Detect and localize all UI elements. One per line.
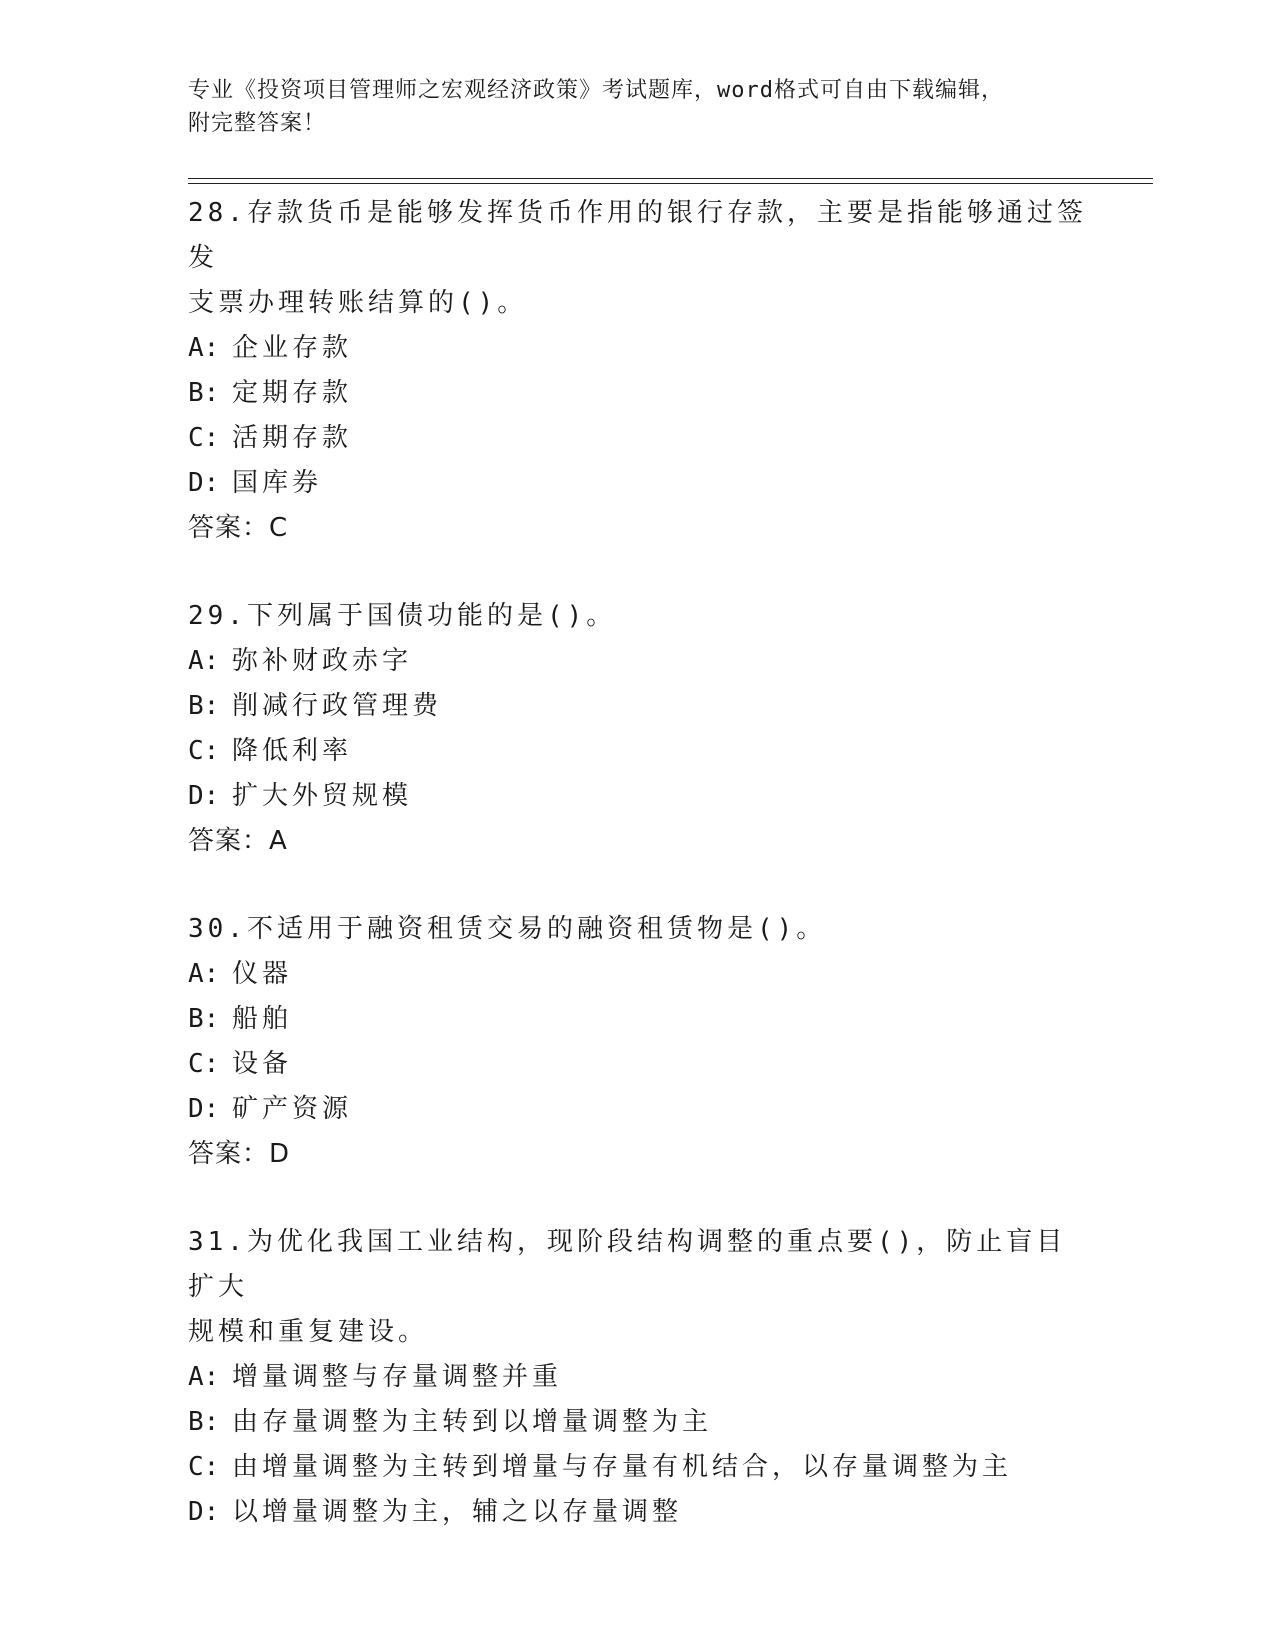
option-text: 由存量调整为主转到以增量调整为主 (232, 1407, 713, 1437)
option-text: 降低利率 (232, 736, 353, 766)
option-key: D: (188, 1497, 220, 1527)
option-d (188, 1490, 1088, 1535)
answer-line: 答案：C (188, 513, 289, 543)
option-b (188, 371, 1088, 416)
option-b (188, 1400, 1088, 1445)
option-text: 定期存款 (232, 378, 353, 408)
document-header (188, 74, 1088, 140)
option-text: 矿产资源 (232, 1094, 353, 1124)
option-key: D: (188, 781, 220, 811)
question-stem-line: 支票办理转账结算的()。 (188, 288, 528, 318)
option-text: 设备 (232, 1049, 293, 1079)
answer-line: 答案：A (188, 826, 288, 856)
question-stem (188, 594, 1088, 639)
option-key: A: (188, 1362, 220, 1392)
option-key: A: (188, 959, 220, 989)
option-key: D: (188, 1094, 220, 1124)
option-key: C: (188, 1049, 220, 1079)
option-a (188, 952, 1088, 997)
option-a (188, 639, 1088, 684)
question-stem (188, 907, 1088, 952)
header-line-2: 附完整答案！ (188, 111, 327, 136)
option-text: 增量调整与存量调整并重 (232, 1362, 563, 1392)
option-c (188, 729, 1088, 774)
question-29 (188, 594, 1088, 864)
question-stem (188, 1220, 1088, 1355)
option-text: 活期存款 (232, 423, 353, 453)
option-text: 企业存款 (232, 333, 353, 363)
option-b (188, 684, 1088, 729)
question-stem-line: 31.为优化我国工业结构，现阶段结构调整的重点要()，防止盲目扩大 (188, 1227, 1067, 1302)
option-key: C: (188, 736, 220, 766)
option-key: B: (188, 1407, 220, 1437)
question-31 (188, 1220, 1088, 1535)
header-rule-top (188, 178, 1153, 179)
option-c (188, 416, 1088, 461)
option-key: C: (188, 423, 220, 453)
option-key: A: (188, 646, 220, 676)
question-28 (188, 191, 1088, 551)
option-text: 削减行政管理费 (232, 691, 443, 721)
option-key: B: (188, 1004, 220, 1034)
option-key: A: (188, 333, 220, 363)
option-b (188, 997, 1088, 1042)
option-key: B: (188, 691, 220, 721)
question-stem-line: 28.存款货币是能够发挥货币作用的银行存款，主要是指能够通过签发 (188, 198, 1087, 273)
option-a (188, 326, 1088, 371)
option-text: 国库券 (232, 468, 323, 498)
question-list (188, 191, 1088, 1578)
option-text: 以增量调整为主，辅之以存量调整 (232, 1497, 683, 1527)
question-30 (188, 907, 1088, 1177)
question-stem-line: 规模和重复建设。 (188, 1317, 429, 1347)
question-stem-line: 29.下列属于国债功能的是()。 (188, 601, 617, 631)
option-key: C: (188, 1452, 220, 1482)
option-c (188, 1042, 1088, 1087)
option-d (188, 774, 1088, 819)
option-text: 船舶 (232, 1004, 293, 1034)
option-text: 仪器 (232, 959, 293, 989)
header-line-1: 专业《投资项目管理师之宏观经济政策》考试题库，word格式可自由下载编辑， (188, 78, 1004, 103)
option-text: 弥补财政赤字 (232, 646, 413, 676)
answer-line: 答案：D (188, 1139, 291, 1169)
option-d (188, 461, 1088, 506)
option-text: 由增量调整为主转到增量与存量有机结合，以存量调整为主 (232, 1452, 1013, 1482)
header-rule-bottom (188, 183, 1153, 184)
option-key: B: (188, 378, 220, 408)
question-stem (188, 191, 1088, 326)
option-key: D: (188, 468, 220, 498)
option-a (188, 1355, 1088, 1400)
option-text: 扩大外贸规模 (232, 781, 413, 811)
option-c (188, 1445, 1088, 1490)
question-stem-line: 30.不适用于融资租赁交易的融资租赁物是()。 (188, 914, 827, 944)
option-d (188, 1087, 1088, 1132)
